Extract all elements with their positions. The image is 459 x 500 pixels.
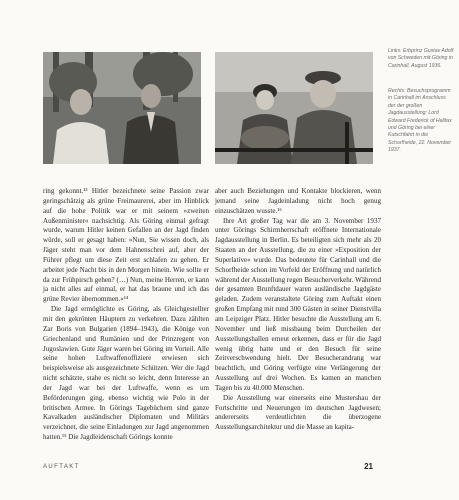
paragraph: Die Ausstellung war einerseits eine Mustershau der Fortschritte und Neuerungen im deutschen Jagdwesen; andererseits verdeutlichten die überzogene Ausstellungsarchitektur und die Masse an kapita- — [215, 393, 381, 432]
page-number: 21 — [364, 462, 373, 471]
paragraph: aber auch Beziehungen und Kontakte blockieren, wenn jemand seine Jagdeinladung nicht hoch genug einzuschätzen wusste.¹⁶ — [215, 187, 381, 215]
paragraph: Ihre Art großer Tag war die am 3. November 1937 unter Görings Schirmherrschaft eröffnete Internationale Jagdausstellung in Berlin. Es beteiligten sich mehr als 20 Staaten an der Ausstellung, die zu einer »Exposition der Superlative« wurde. Das bedeutete für Carinhall und die Schorfheide schon im Vorfeld der Eröffnung und natürlich während der Ausstellung regen Besucherverkehr. Während der gesamten Brunftdauer waren ausländische Jagdgäste geladen. Zudem veranstaltete Göring zum Auftakt einen großen Empfang mit rund 300 Gästen in seiner Dienstvilla am Leipziger Platz. Hitler besuchte die Ausstellung am 6. November und ließ missbaung beim Durcheilen der Ausstellungshallen erneut erkennen, dass er für die Jagd wenig übrig hatte und er den Besuch für seine Zeitverschwendung hielt. Der Besucherandrang war beachtlich, und Göring verfügte eine Verlängerung der Ausstellung auf drei Wochen. Es kamen an manchen Tagen bis zu 40.000 Menschen. — [215, 216, 381, 392]
photo-caption-left: Links: Erbprinz Gustav Adolf von Schweden mit Göring in Carinhall, August 1936. — [388, 48, 454, 69]
photo-caption-right: Rechts: Besuchsprogramm in Carinhall im Anschluss der der großen Jagdausstellung: Lord Edward Frederick of Halifax und Göring bei einer Kutschfahrt in die Schorfheide, 22. November 1937. — [388, 88, 452, 154]
photo-carriage — [215, 52, 373, 164]
photo-left-image — [43, 52, 201, 164]
paragraph: Die Jagd ermöglichte es Göring, als Gleichgestellter mit den gekrönten Häuptern zu verkehren. Dazu zählten Zar Boris von Bulgarien (1894–1943), die Könige von Griechenland und Rumänien und der Prinzregent von Jugoslawien. Gute Jäger waren bei Göring im Vorteil. Alle seine hohen Luftwaffenoffiziere erwiesen sich beispielsweise als ausgezeichnete Schützen. Wer die Jagd nicht schätzte, stahe es nicht so leicht, denn Interesse an der Jagd war bei der Luftwaffe, wenn es um Beförderungen ging, ebenso wichtig wie Polo in der britischen Armee. In Görings Tagebüchern sind ganze Kavalkaden ausländischer Diplomaten und Militärs verzeichnet, die seine Einladungen zur Jagd angenommen hatten.¹⁵ Die Jagdleidenschaft Görings konnte — [43, 305, 209, 442]
text-column-left — [43, 187, 209, 443]
photo-men-outdoors — [43, 52, 201, 164]
photo-right-image — [215, 52, 373, 164]
text-column-right — [215, 187, 381, 433]
paragraph: ring gekonnt.¹³ Hitler bezeichnete seine Passion zwar geringschätzig als grüne Freimaurerei, aber im Hinblick auf die hohe Politik war er mit seinem »zweiten Außenminister« nachsichtig. Als Göring einmal gefragt wurde, warum Hitler keinen Gefallen an der Jagd finden würde, soll er gesagt haben: »Nun, Sie wissen doch, als Jäger steht man vor dem Hahnenschrei auf, aber der Führer pflegt um diese Zeit erst schlafen zu gehen. Er arbeitet jede Nacht bis in den Morgen hinein. Wie sollte er da zur Frühpirsch gehen? (…) Nun, meine Herren, er kann ja nicht alles auf einmal, er hat das braune und ich das grüne Revier übernommen.«¹⁴ — [43, 187, 209, 304]
running-footer: AUFTAKT — [43, 464, 80, 470]
